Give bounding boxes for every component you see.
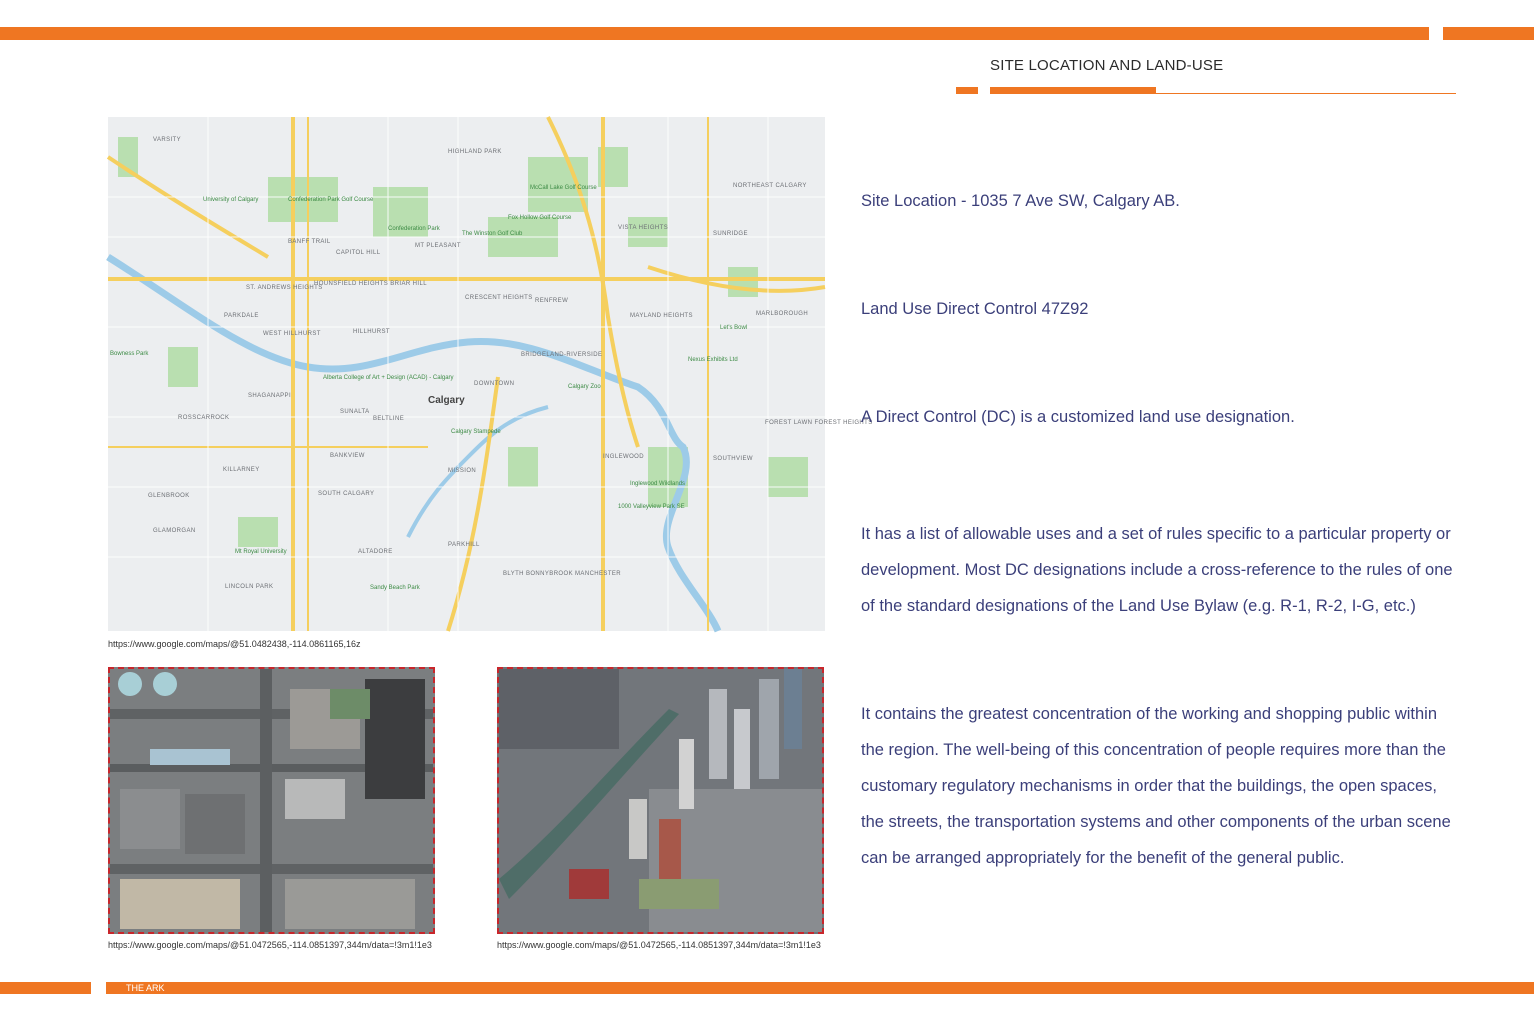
- map-label: RENFREW: [535, 298, 569, 304]
- map-label: 1000 Valleyview Park SE: [618, 504, 685, 510]
- aerial-left-source-caption: https://www.google.com/maps/@51.0472565,-114.0851397,344m/data=!3m1!1e3: [108, 940, 432, 950]
- top-accent-bar-tail: [1443, 27, 1534, 40]
- title-accent-long: [990, 87, 1156, 94]
- map-label: Calgary Stampede: [451, 429, 501, 435]
- map-graphic: [108, 117, 873, 631]
- map-label: KILLARNEY: [223, 467, 260, 473]
- title-underline: [1156, 93, 1456, 94]
- aerial-right-source-caption: https://www.google.com/maps/@51.0472565,-114.0851397,344m/data=!3m1!1e3: [497, 940, 821, 950]
- downtown-description-paragraph: It contains the greatest concentration of the working and shopping public within the region. The well-being of this concentration of people requires more than the customary regulatory mechanisms in order that the buildings, the open spaces, the streets, the transportation systems and other components of the urban scene can be arranged appropriately for the benefit of the general public.: [861, 705, 1451, 867]
- map-label: GLAMORGAN: [153, 528, 196, 534]
- map-label: Bowness Park: [110, 351, 149, 357]
- map-label: Sandy Beach Park: [370, 585, 420, 591]
- map-label: VARSITY: [153, 137, 182, 143]
- map-label: HOUNSFIELD HEIGHTS BRIAR HILL: [314, 281, 427, 287]
- map-label: SOUTH CALGARY: [318, 491, 375, 497]
- map-label: University of Calgary: [203, 197, 259, 203]
- title-accent-small: [956, 87, 978, 94]
- map-label: PARKHILL: [448, 542, 480, 548]
- map-label: ST. ANDREWS HEIGHTS: [246, 285, 323, 291]
- map-label: WEST HILLHURST: [263, 331, 321, 337]
- map-label: BANKVIEW: [330, 453, 365, 459]
- map-label: DOWNTOWN: [474, 381, 515, 387]
- land-use-text: Land Use Direct Control 47Z92: [861, 300, 1089, 318]
- map-label: MISSION: [448, 468, 477, 474]
- site-location-text: Site Location - 1035 7 Ave SW, Calgary AB.: [861, 192, 1180, 210]
- map-label: SOUTHVIEW: [713, 456, 753, 462]
- aerial-photo-oblique: [497, 667, 824, 934]
- map-city-label: Calgary: [428, 395, 465, 406]
- map-label: PARKDALE: [224, 313, 259, 319]
- map-label: BANFF TRAIL: [288, 239, 331, 245]
- map-label: CRESCENT HEIGHTS: [465, 295, 533, 301]
- bottom-accent-bar-left: [0, 982, 91, 994]
- dc-rules-paragraph: It has a list of allowable uses and a set of rules specific to a particular property or development. Most DC designations include a cross-reference to the rules of one of the standard designations of the Land Use Bylaw (e.g. R-1, R-2, I-G, etc.): [861, 525, 1453, 615]
- top-accent-bar: [0, 27, 1429, 40]
- map-label: Mt Royal University: [235, 549, 287, 555]
- map-label: GLENBROOK: [148, 493, 190, 499]
- map-label: FOREST LAWN FOREST HEIGHTS: [765, 420, 873, 426]
- aerial-photo-graphic: [499, 669, 822, 932]
- map-label: NORTHEAST CALGARY: [733, 183, 807, 189]
- map-label: SHAGANAPPI: [248, 393, 292, 399]
- footer-project-label: THE ARK: [126, 983, 165, 993]
- map-label: Confederation Park: [388, 226, 440, 232]
- map-label: Let's Bowl: [720, 325, 748, 331]
- map-label: The Winston Golf Club: [462, 231, 523, 237]
- dc-definition-text: A Direct Control (DC) is a customized land use designation.: [861, 408, 1295, 426]
- map-label: VISTA HEIGHTS: [618, 225, 669, 231]
- map-label: MARLBOROUGH: [756, 311, 809, 317]
- aerial-photo-top-down: [108, 667, 435, 934]
- map-label: MAYLAND HEIGHTS: [630, 313, 693, 319]
- map-label: Nexus Exhibits Ltd: [688, 357, 738, 363]
- map-label: HILLHURST: [353, 329, 390, 335]
- map-label: ROSSCARROCK: [178, 415, 230, 421]
- map-label: Confederation Park Golf Course: [288, 197, 374, 203]
- map-label: Calgary Zoo: [568, 384, 601, 390]
- section-title: SITE LOCATION AND LAND-USE: [990, 57, 1224, 74]
- map-label: BRIDGELAND-RIVERSIDE: [521, 352, 603, 358]
- map-label: ALTADORE: [358, 549, 393, 555]
- site-location-map: [108, 117, 873, 631]
- map-label: SUNRIDGE: [713, 231, 748, 237]
- map-label: CAPITOL HILL: [336, 250, 381, 256]
- map-label: INGLEWOOD: [603, 454, 644, 460]
- map-label: BLYTH BONNYBROOK MANCHESTER: [503, 571, 622, 577]
- map-label: Inglewood Wildlands: [630, 481, 686, 487]
- map-label: Fox Hollow Golf Course: [508, 215, 572, 221]
- map-label: BELTLINE: [373, 416, 405, 422]
- aerial-photo-graphic: [110, 669, 433, 932]
- map-source-caption: https://www.google.com/maps/@51.0482438,-114.0861165,16z: [108, 639, 361, 649]
- map-label: Alberta College of Art + Design (ACAD) - Calgary: [323, 375, 454, 381]
- map-label: HIGHLAND PARK: [448, 149, 502, 155]
- map-label: McCall Lake Golf Course: [530, 185, 597, 191]
- map-label: MT PLEASANT: [415, 243, 461, 249]
- bottom-accent-bar: [106, 982, 1534, 994]
- map-label: LINCOLN PARK: [225, 584, 274, 590]
- map-label: SUNALTA: [340, 409, 370, 415]
